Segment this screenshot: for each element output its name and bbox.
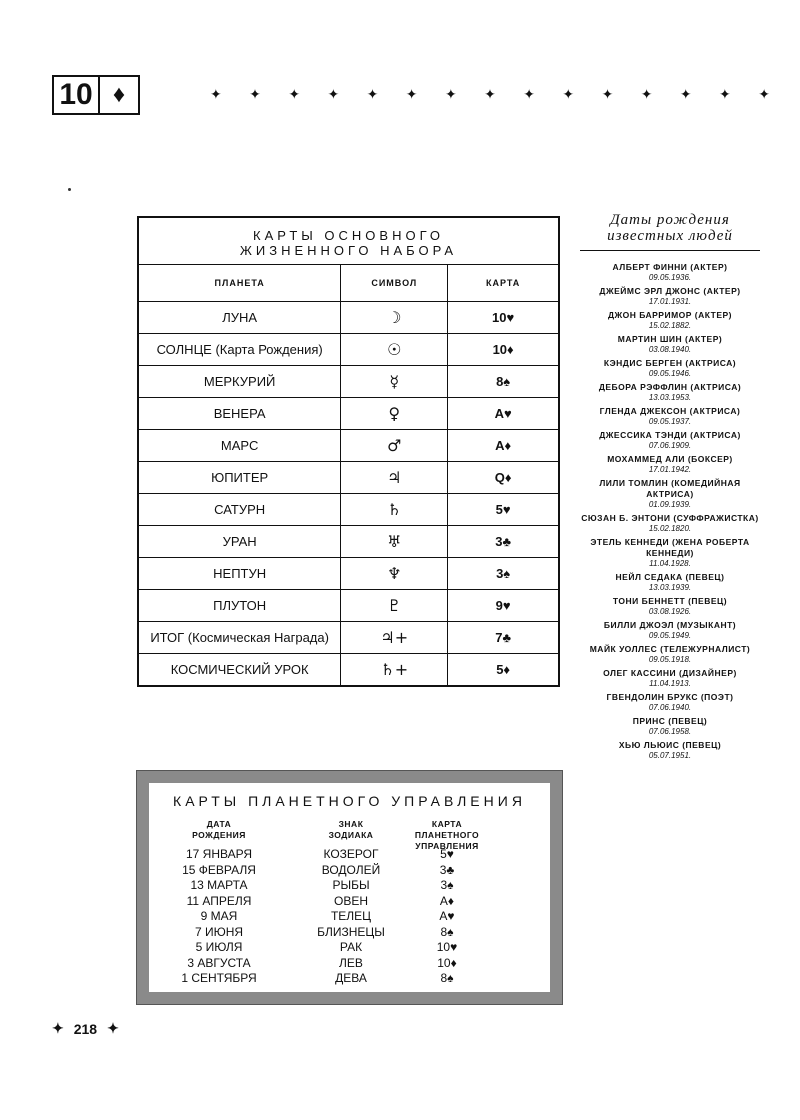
birth-date: 05.07.1951. bbox=[648, 751, 692, 760]
header-symbol: СИМВОЛ bbox=[341, 265, 448, 302]
celebrity-name: ДЖОН БАРРИМОР (АКТЕР) bbox=[607, 310, 733, 320]
ruling-header-sign: ЗНАК ЗОДИАКА bbox=[328, 819, 374, 840]
diamond-suit-icon: ♦ bbox=[112, 81, 126, 108]
planet-symbol: ☿ bbox=[341, 366, 448, 398]
birthday-item bbox=[580, 620, 760, 641]
birthday-item bbox=[580, 262, 760, 283]
star-icon: ✦ bbox=[288, 86, 301, 102]
celebrity-name: ПРИНС (ПЕВЕЦ) bbox=[632, 716, 708, 726]
birthday-item bbox=[580, 596, 760, 617]
celebrity-name: АЛБЕРТ ФИННИ (АКТЕР) bbox=[612, 262, 728, 272]
planet-card: A♥ bbox=[448, 398, 559, 430]
planet-row bbox=[138, 334, 559, 366]
card-badge bbox=[52, 75, 140, 115]
celebrity-name: БИЛЛИ ДЖОЭЛ (МУЗЫКАНТ) bbox=[603, 620, 737, 630]
ruling-row bbox=[149, 971, 550, 987]
ruling-card: 8♠ bbox=[440, 971, 454, 985]
celebrity-name: ЭТЕЛЬ КЕННЕДИ (ЖЕНА РОБЕРТА КЕННЕДИ) bbox=[590, 537, 750, 558]
star-icon: ✦ bbox=[523, 86, 535, 102]
star-icon: ✦ bbox=[601, 86, 614, 102]
planet-symbol: ♃+ bbox=[341, 622, 448, 654]
celebrity-name: ГВЕНДОЛИН БРУКС (ПОЭТ) bbox=[606, 692, 734, 702]
birth-date: 15.02.1820. bbox=[648, 524, 692, 533]
planet-name: МАРС bbox=[138, 430, 341, 462]
birthday-item bbox=[580, 478, 760, 510]
ruling-card: A♦ bbox=[439, 893, 455, 908]
star-icon: ✦ bbox=[405, 86, 418, 102]
planet-name: МЕРКУРИЙ bbox=[138, 366, 341, 398]
page-footer bbox=[52, 1020, 119, 1037]
ruling-sign: ВОДОЛЕЙ bbox=[321, 862, 381, 877]
celebrity-name: ДЖЕССИКА ТЭНДИ (АКТРИСА) bbox=[599, 430, 741, 440]
birth-date: 07.06.1909. bbox=[648, 441, 692, 450]
birthday-item bbox=[580, 668, 760, 689]
planet-name: ПЛУТОН bbox=[138, 590, 341, 622]
planet-symbol: ♇ bbox=[341, 590, 448, 622]
birth-date: 17.01.1942. bbox=[648, 465, 692, 474]
birthdays-title: Даты рождения известных людей bbox=[607, 212, 733, 244]
planet-symbol: ♆ bbox=[341, 558, 448, 590]
ruling-row bbox=[149, 847, 550, 863]
ruling-sign: ДЕВА bbox=[335, 971, 367, 985]
celebrity-name: ЛИЛИ ТОМЛИН (КОМЕДИЙНАЯ АКТРИСА) bbox=[599, 478, 741, 499]
birthdays-divider bbox=[580, 250, 760, 251]
birth-date: 15.02.1882. bbox=[648, 321, 692, 330]
birth-date: 17.01.1931. bbox=[648, 297, 692, 306]
birth-date: 07.06.1958. bbox=[648, 727, 692, 736]
celebrity-name: ДЖЕЙМС ЭРЛ ДЖОНС (АКТЕР) bbox=[599, 286, 741, 296]
star-icon: ✦ bbox=[562, 86, 575, 102]
birthday-item bbox=[580, 334, 760, 355]
celebrity-name: МАЙК УОЛЛЕС (ТЕЛЕЖУРНАЛИСТ) bbox=[589, 644, 751, 654]
birth-date: 03.08.1926. bbox=[648, 607, 692, 616]
birth-date: 11.04.1928. bbox=[649, 559, 691, 568]
birth-date: 09.05.1937. bbox=[648, 417, 692, 426]
birth-date: 01.09.1939. bbox=[648, 500, 692, 509]
star-icon: ✦ bbox=[719, 86, 731, 102]
planet-row bbox=[138, 526, 559, 558]
planet-name: КОСМИЧЕСКИЙ УРОК bbox=[138, 654, 341, 687]
celebrity-name: МОХАММЕД АЛИ (БОКСЕР) bbox=[607, 454, 733, 464]
planet-card: 5♥ bbox=[448, 494, 559, 526]
birth-date: 09.05.1918. bbox=[648, 655, 692, 664]
planet-symbol: ♄ bbox=[341, 494, 448, 526]
planet-row bbox=[138, 462, 559, 494]
star-icon: ✦ bbox=[484, 86, 496, 102]
planet-row bbox=[138, 398, 559, 430]
star-icon: ✦ bbox=[327, 86, 340, 102]
birth-date: 13.03.1953. bbox=[648, 393, 692, 402]
birthday-item bbox=[580, 358, 760, 379]
birthday-item bbox=[580, 692, 760, 713]
star-icon: ✦ bbox=[107, 1020, 119, 1036]
birthday-item bbox=[580, 537, 760, 569]
planet-row bbox=[138, 558, 559, 590]
ruling-rows bbox=[149, 847, 550, 987]
planet-symbol: ♂ bbox=[341, 430, 448, 462]
ruling-sign: КОЗЕРОГ bbox=[323, 847, 379, 861]
planet-card: 10♦ bbox=[448, 334, 559, 366]
birth-date: 09.05.1946. bbox=[648, 369, 692, 378]
ruling-date: 3 АВГУСТА bbox=[187, 955, 251, 970]
planet-name: ЮПИТЕР bbox=[138, 462, 341, 494]
planet-symbol: ☽ bbox=[341, 302, 448, 334]
star-icon: ✦ bbox=[52, 1020, 64, 1036]
ruling-card: 3♣ bbox=[439, 862, 455, 877]
birth-date: 09.05.1936. bbox=[648, 273, 692, 282]
star-icon: ✦ bbox=[679, 86, 692, 102]
planet-name: САТУРН bbox=[138, 494, 341, 526]
planet-name: НЕПТУН bbox=[138, 558, 341, 590]
ruling-card: 5♥ bbox=[440, 847, 454, 861]
celebrity-name: КЭНДИС БЕРГЕН (АКТРИСА) bbox=[603, 358, 737, 368]
birthday-item bbox=[580, 513, 760, 534]
planet-row bbox=[138, 302, 559, 334]
birth-date: 07.06.1940. bbox=[648, 703, 692, 712]
page-number: 218 bbox=[73, 1020, 98, 1037]
ruling-date: 17 ЯНВАРЯ bbox=[185, 847, 253, 861]
planet-card: 8♠ bbox=[448, 366, 559, 398]
ruling-sign: ОВЕН bbox=[333, 893, 368, 908]
celebrity-name: НЕЙЛ СЕДАКА (ПЕВЕЦ) bbox=[615, 572, 725, 582]
celebrity-name: ТОНИ БЕННЕТТ (ПЕВЕЦ) bbox=[612, 596, 728, 606]
ruling-date: 1 СЕНТЯБРЯ bbox=[181, 971, 257, 985]
birth-date: 03.08.1940. bbox=[648, 345, 692, 354]
ruling-date: 11 АПРЕЛЯ bbox=[186, 893, 252, 908]
star-icon: ✦ bbox=[210, 86, 222, 102]
planet-row bbox=[138, 590, 559, 622]
ruling-card: 3♠ bbox=[440, 878, 454, 892]
ruling-title: КАРТЫ ПЛАНЕТНОГО УПРАВЛЕНИЯ bbox=[173, 793, 526, 809]
ruling-row bbox=[149, 925, 550, 941]
ruling-card: 8♠ bbox=[440, 924, 454, 939]
ruling-row bbox=[149, 863, 550, 879]
ruling-header-date: ДАТА РОЖДЕНИЯ bbox=[192, 819, 246, 840]
celebrity-name: СЮЗАН Б. ЭНТОНИ (СУФФРАЖИСТКА) bbox=[581, 513, 759, 523]
planet-name: СОЛНЦЕ (Карта Рождения) bbox=[138, 334, 341, 366]
planet-row bbox=[138, 366, 559, 398]
birthday-item bbox=[580, 430, 760, 451]
ruling-row bbox=[149, 878, 550, 894]
ruling-date: 13 МАРТА bbox=[190, 878, 248, 892]
planet-card: 3♠ bbox=[448, 558, 559, 590]
ruling-row bbox=[149, 894, 550, 910]
main-table-title: КАРТЫ ОСНОВНОГО ЖИЗНЕННОГО НАБОРА bbox=[138, 217, 559, 265]
ruling-sign: БЛИЗНЕЦЫ bbox=[317, 924, 385, 939]
star-icon: ✦ bbox=[444, 86, 457, 102]
ruling-row bbox=[149, 956, 550, 972]
planet-card: Q♦ bbox=[448, 462, 559, 494]
planet-row bbox=[138, 654, 559, 687]
planet-symbol: ♄+ bbox=[341, 654, 448, 687]
planet-row bbox=[138, 430, 559, 462]
celebrity-name: ДЕБОРА РЭФФЛИН (АКТРИСА) bbox=[598, 382, 742, 392]
ruling-date: 15 ФЕВРАЛЯ bbox=[182, 862, 256, 877]
ruling-card: A♥ bbox=[439, 909, 455, 923]
celebrity-name: ХЬЮ ЛЬЮИС (ПЕВЕЦ) bbox=[618, 740, 722, 750]
print-speck bbox=[68, 188, 71, 191]
birth-date: 13.03.1939. bbox=[648, 583, 692, 592]
card-number: 10 bbox=[54, 77, 100, 113]
planet-name: ВЕНЕРА bbox=[138, 398, 341, 430]
planet-symbol: ☉ bbox=[341, 334, 448, 366]
decorative-star-row bbox=[210, 86, 770, 103]
planet-name: ИТОГ (Космическая Награда) bbox=[138, 622, 341, 654]
celebrity-name: МАРТИН ШИН (АКТЕР) bbox=[617, 334, 723, 344]
ruling-sign: ЛЕВ bbox=[339, 955, 363, 970]
header-planet: ПЛАНЕТА bbox=[138, 265, 341, 302]
planet-symbol: ♅ bbox=[341, 526, 448, 558]
birthday-item bbox=[580, 644, 760, 665]
planet-card: 7♣ bbox=[448, 622, 559, 654]
birthday-item bbox=[580, 572, 760, 593]
planet-card: A♦ bbox=[448, 430, 559, 462]
planet-name: УРАН bbox=[138, 526, 341, 558]
planet-symbol: ♀ bbox=[341, 398, 448, 430]
celebrity-name: ГЛЕНДА ДЖЕКСОН (АКТРИСА) bbox=[599, 406, 741, 416]
ruling-sign: РЫБЫ bbox=[332, 878, 370, 892]
planet-card: 9♥ bbox=[448, 590, 559, 622]
planet-row bbox=[138, 622, 559, 654]
main-life-spread-table bbox=[137, 216, 560, 687]
birthday-item bbox=[580, 716, 760, 737]
birthday-item bbox=[580, 406, 760, 427]
header-card: КАРТА bbox=[448, 265, 559, 302]
planet-symbol: ♃ bbox=[341, 462, 448, 494]
birthday-item bbox=[580, 286, 760, 307]
ruling-date: 5 ИЮЛЯ bbox=[195, 940, 243, 954]
birthdays-list bbox=[580, 262, 760, 764]
planetary-ruling-box bbox=[137, 771, 562, 1004]
ruling-card: 10♦ bbox=[437, 955, 457, 970]
birth-date: 11.04.1913. bbox=[649, 679, 691, 688]
birth-date: 09.05.1949. bbox=[648, 631, 692, 640]
ruling-card: 10♥ bbox=[436, 940, 458, 954]
star-icon: ✦ bbox=[758, 86, 770, 102]
ruling-date: 7 ИЮНЯ bbox=[194, 924, 244, 939]
planet-card: 3♣ bbox=[448, 526, 559, 558]
ruling-row bbox=[149, 940, 550, 956]
star-icon: ✦ bbox=[366, 86, 379, 102]
ruling-date: 9 МАЯ bbox=[200, 909, 238, 923]
planet-name: ЛУНА bbox=[138, 302, 341, 334]
ruling-header-card: КАРТА ПЛАНЕТНОГО УПРАВЛЕНИЯ bbox=[414, 819, 480, 851]
birthday-item bbox=[580, 740, 760, 761]
birthday-item bbox=[580, 382, 760, 403]
birthday-item bbox=[580, 310, 760, 331]
planet-card: 5♦ bbox=[448, 654, 559, 687]
birthday-item bbox=[580, 454, 760, 475]
star-icon: ✦ bbox=[640, 86, 653, 102]
planet-row bbox=[138, 494, 559, 526]
planet-card: 10♥ bbox=[448, 302, 559, 334]
ruling-sign: РАК bbox=[339, 940, 363, 954]
ruling-row bbox=[149, 909, 550, 925]
star-icon: ✦ bbox=[249, 86, 261, 102]
celebrity-name: ОЛЕГ КАССИНИ (ДИЗАЙНЕР) bbox=[603, 668, 737, 678]
ruling-sign: ТЕЛЕЦ bbox=[330, 909, 372, 923]
